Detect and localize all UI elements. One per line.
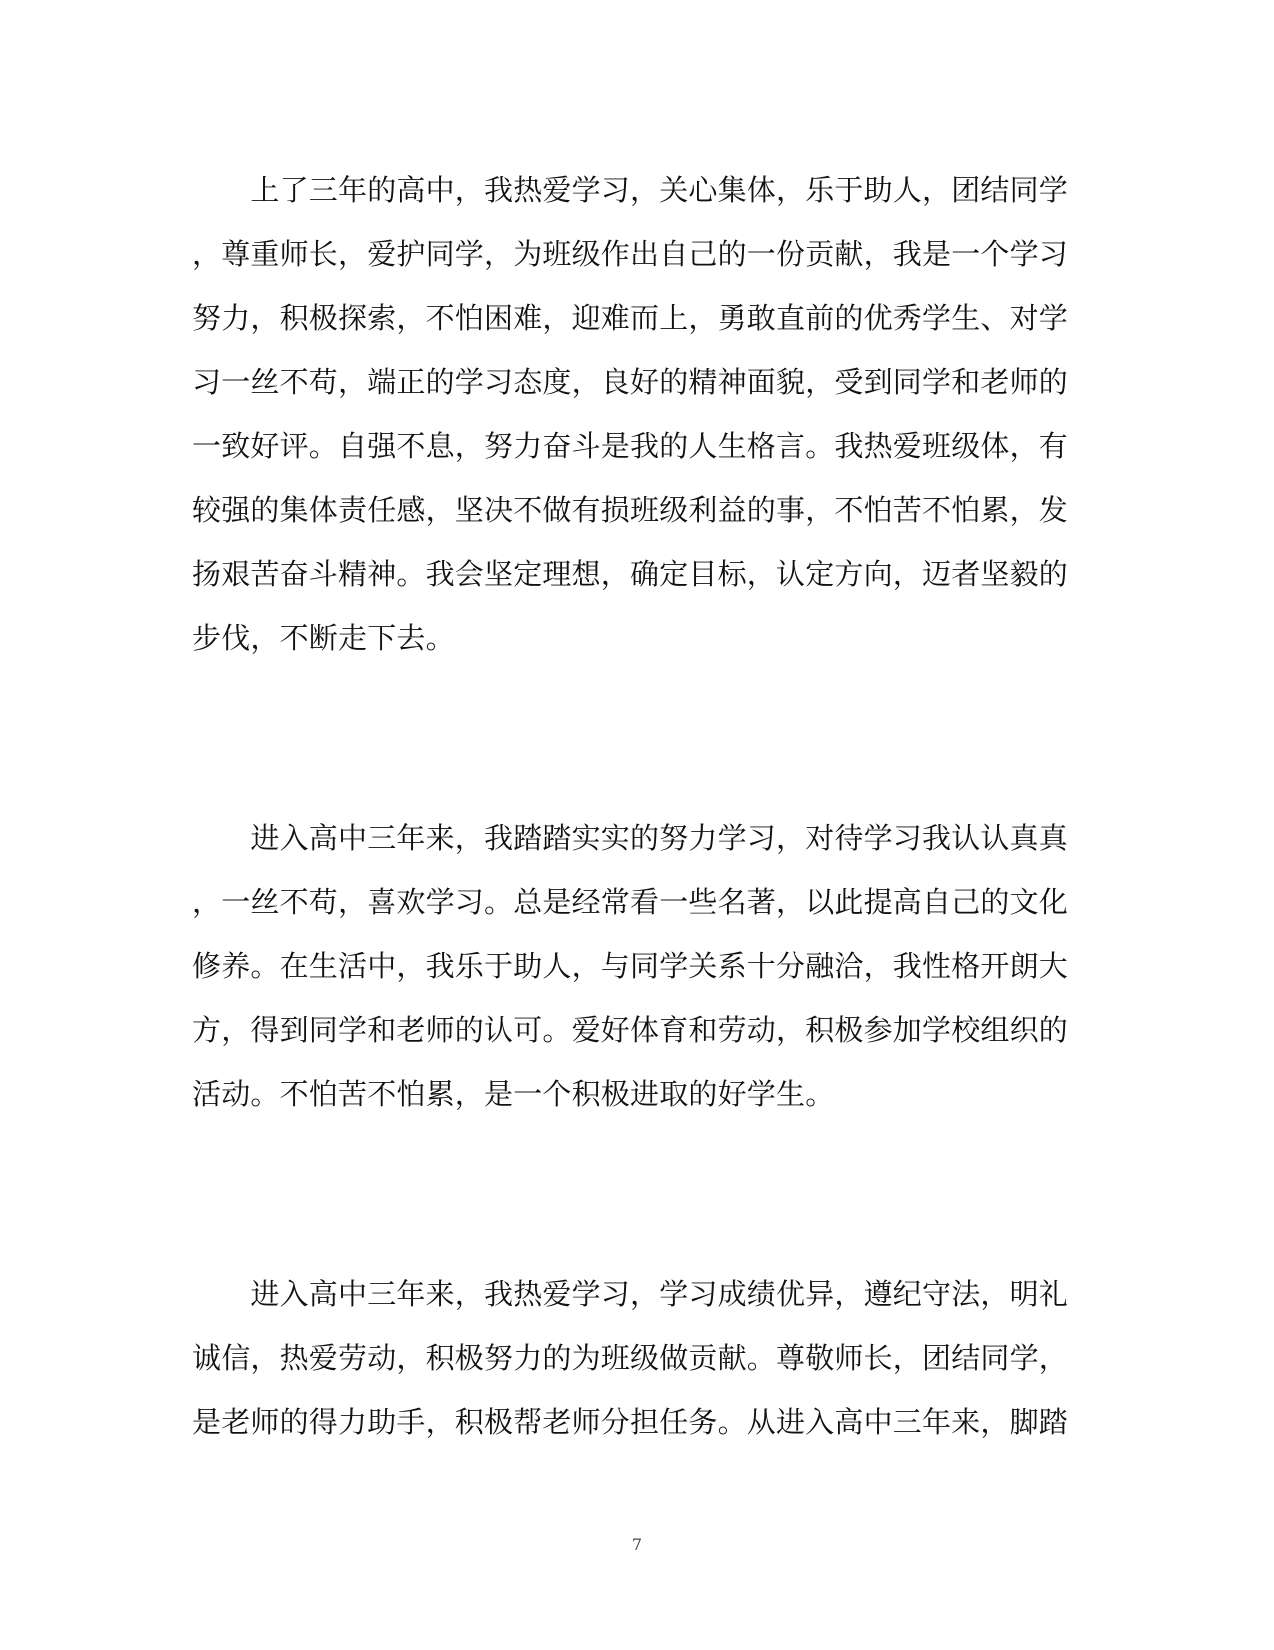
paragraph-line: 一致好评。自强不息，努力奋斗是我的人生格言。我热爱班级体，有 — [192, 429, 1069, 463]
paragraph-line: 诚信，热爱劳动，积极努力的为班级做贡献。尊敬师长，团结同学， — [192, 1341, 1069, 1375]
paragraph-line: 进入高中三年来，我踏踏实实的努力学习，对待学习我认认真真 — [192, 821, 1069, 855]
paragraph-line: 上了三年的高中，我热爱学习，关心集体，乐于助人，团结同学 — [192, 173, 1069, 207]
paragraph-line: 进入高中三年来，我热爱学习，学习成绩优异，遵纪守法，明礼 — [192, 1277, 1069, 1311]
paragraph-line: ，一丝不苟，喜欢学习。总是经常看一些名著，以此提高自己的文化 — [192, 885, 1069, 919]
paragraph-line: ，尊重师长，爱护同学，为班级作出自己的一份贡献，我是一个学习 — [192, 237, 1069, 271]
paragraph-line: 方，得到同学和老师的认可。爱好体育和劳动，积极参加学校组织的 — [192, 1013, 1069, 1047]
paragraph-2 — [192, 806, 1077, 1126]
paragraph-line: 扬艰苦奋斗精神。我会坚定理想，确定目标，认定方向，迈者坚毅的 — [192, 557, 1069, 591]
paragraph-line: 步伐，不断走下去。 — [192, 621, 455, 655]
paragraph-3 — [192, 1262, 1077, 1454]
paragraph-1 — [192, 158, 1077, 670]
paragraph-line: 习一丝不苟，端正的学习态度，良好的精神面貌，受到同学和老师的 — [192, 365, 1069, 399]
page-number: 7 — [631, 1535, 643, 1554]
paragraph-line: 较强的集体责任感，坚决不做有损班级利益的事，不怕苦不怕累，发 — [192, 493, 1069, 527]
paragraph-line: 修养。在生活中，我乐于助人，与同学关系十分融洽，我性格开朗大 — [192, 949, 1069, 983]
paragraph-line: 活动。不怕苦不怕累，是一个积极进取的好学生。 — [192, 1077, 835, 1111]
paragraph-line: 是老师的得力助手，积极帮老师分担任务。从进入高中三年来，脚踏 — [192, 1405, 1069, 1439]
paragraph-line: 努力，积极探索，不怕困难，迎难而上，勇敢直前的优秀学生、对学 — [192, 301, 1069, 335]
